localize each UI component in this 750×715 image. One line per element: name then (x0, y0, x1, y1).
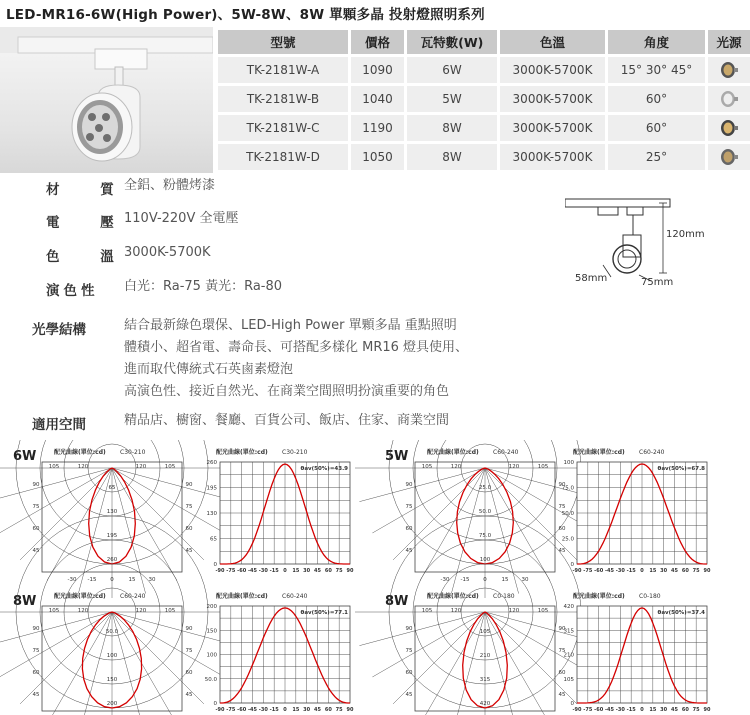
cart-title: 配光曲線(單位:cd) (216, 449, 268, 456)
polar-angle-label: 75 (558, 504, 566, 510)
cart-ytick: 260 (206, 460, 217, 466)
cart-theta-label: θav(50%)=77.1 (300, 610, 348, 616)
polar-angle-label: 45 (558, 692, 566, 698)
cart-xtick: 60 (681, 707, 689, 713)
polar-angle-label: 75 (405, 648, 413, 654)
cart-xtick: -75 (583, 568, 593, 574)
polar-angle-label: 105 (537, 608, 549, 614)
polar-angle-label: 120 (450, 464, 462, 470)
polar-ring-label: 150 (106, 677, 118, 683)
col-price: 價格 (348, 30, 404, 54)
polar-code: C30-210 (120, 449, 146, 456)
cart-xtick: -30 (258, 707, 268, 713)
polar-angle-label: 60 (185, 526, 193, 532)
polar-angle-label: 60 (405, 670, 413, 676)
cart-ytick: 0 (570, 701, 574, 707)
led-lamp-icon (719, 61, 739, 79)
polar-angle-label: 105 (48, 608, 60, 614)
polar-ring-label: 195 (106, 533, 118, 539)
cart-ytick: 100 (206, 652, 217, 659)
cart-xtick: -45 (247, 707, 258, 713)
table-row (218, 144, 750, 170)
cart-xtick: -15 (269, 707, 279, 713)
polar-angle-label: 75 (32, 648, 40, 654)
cart-xtick: 60 (324, 568, 332, 574)
polar-angle-label: 45 (185, 548, 193, 554)
cart-xtick: 0 (283, 568, 287, 574)
polar-ring-label: 50.0 (105, 629, 119, 635)
polar-ring-label: 105 (479, 629, 491, 635)
cart-ytick: 200 (206, 604, 217, 610)
polar-angle-label: 45 (405, 548, 413, 554)
cart-xtick: -30 (615, 568, 625, 574)
table-row (218, 57, 750, 83)
polar-angle-label: -30 (67, 577, 77, 583)
polar-angle-label: 60 (558, 670, 566, 676)
cart-ytick: 195 (206, 485, 217, 492)
cell-cct: 3000K-5700K (497, 86, 605, 112)
cart-xtick: -15 (269, 568, 279, 574)
led-lamp-icon (719, 90, 739, 108)
polar-angle-label: -15 (460, 577, 470, 583)
polar-angle-label: 90 (185, 626, 193, 632)
cell-source (705, 86, 750, 112)
cell-price: 1040 (348, 86, 404, 112)
cart-xtick: 90 (346, 568, 354, 574)
cart-xtick: 45 (671, 707, 678, 713)
cell-cct: 3000K-5700K (497, 144, 605, 170)
polar-angle-label: 105 (421, 608, 433, 614)
polar-angle-label: -30 (440, 577, 450, 583)
polar-angle-label: 45 (405, 692, 413, 698)
cart-xtick: 30 (660, 707, 668, 713)
cart-ytick: 65 (210, 536, 217, 543)
polar-code: C60-240 (120, 593, 146, 600)
cell-angle: 60° (605, 86, 705, 112)
cart-xtick: -15 (626, 707, 636, 713)
curve-8w-label: 8W (13, 594, 37, 609)
cart-xtick: -45 (604, 707, 615, 713)
cart-xtick: 75 (692, 568, 700, 574)
cart-ytick: 50.0 (204, 676, 217, 683)
polar-angle-label: 120 (77, 608, 89, 614)
polar-angle-label: 105 (164, 464, 176, 470)
polar-angle-label: 15 (128, 577, 136, 583)
cart-xtick: 30 (303, 568, 311, 574)
cart-ytick: 315 (563, 628, 574, 635)
polar-angle-label: 75 (185, 504, 193, 510)
polar-angle-label: 90 (405, 482, 413, 488)
dim-width-label: 75mm (641, 277, 674, 288)
polar-angle-label: 105 (537, 464, 549, 470)
cart-ytick: 105 (563, 676, 574, 683)
cart-xtick: -90 (215, 707, 225, 713)
cart-xtick: 75 (692, 707, 700, 713)
cart-xtick: -90 (215, 568, 225, 574)
cart-ytick: 0 (213, 701, 217, 707)
polar-angle-label: 105 (164, 608, 176, 614)
dimension-drawing (565, 195, 715, 295)
cart-xtick: 30 (303, 707, 311, 713)
cart-xtick: 45 (314, 707, 321, 713)
cart-xtick: 0 (283, 707, 287, 713)
cart-theta-label: θav(50%)=67.8 (657, 466, 705, 472)
cart-xtick: 0 (640, 707, 644, 713)
cart-xtick: 45 (314, 568, 321, 574)
polar-angle-label: 0 (483, 577, 487, 583)
cart-code: C60-240 (282, 593, 308, 600)
polar-angle-label: 90 (32, 626, 40, 632)
polar-ring-label: 420 (479, 701, 491, 707)
polar-angle-label: 90 (558, 482, 566, 488)
cart-ytick: 50.0 (561, 511, 574, 517)
polar-angle-label: 60 (185, 670, 193, 676)
cell-watt: 6W (404, 57, 497, 83)
cell-model: TK-2181W-C (218, 115, 348, 141)
cart-xtick: -75 (226, 707, 236, 713)
cart-xtick: 15 (292, 568, 300, 574)
cart-xtick: 0 (640, 568, 644, 574)
page-title: LED-MR16-6W(High Power)、5W-8W、8W 單顆多晶 投射燈照明系列 (6, 7, 485, 23)
cell-price: 1190 (348, 115, 404, 141)
col-angle: 角度 (605, 30, 705, 54)
polar-angle-label: 0 (110, 577, 114, 583)
cart-xtick: 60 (324, 707, 332, 713)
polar-angle-label: 45 (32, 548, 40, 554)
cart-xtick: 30 (660, 568, 668, 574)
polar-ring-label: 200 (106, 701, 118, 707)
cell-model: TK-2181W-A (218, 57, 348, 83)
track-light-image (0, 27, 213, 173)
polar-ring-label: 260 (106, 557, 118, 563)
polar-code: C0-180 (493, 593, 515, 600)
cart-title: 配光曲線(單位:cd) (216, 593, 268, 600)
polar-angle-label: 120 (135, 464, 147, 470)
cart-theta-label: θav(50%)=37.4 (657, 610, 705, 616)
cell-angle: 60° (605, 115, 705, 141)
polar-angle-label: 120 (508, 464, 520, 470)
polar-ring-label: 25.0 (478, 485, 492, 491)
polar-ring-label: 65 (108, 485, 116, 491)
polar-ring-label: 315 (479, 677, 491, 683)
cart-ytick: 420 (563, 604, 574, 610)
polar-code: C60-240 (493, 449, 519, 456)
cell-watt: 5W (404, 86, 497, 112)
curve-8w-b-label: 8W (385, 594, 409, 609)
cart-ytick: 100 (563, 460, 574, 466)
polar-angle-label: 90 (185, 482, 193, 488)
cart-xtick: 15 (649, 707, 657, 713)
cart-xtick: -60 (594, 568, 604, 574)
cart-xtick: 90 (346, 707, 354, 713)
cart-xtick: -60 (594, 707, 604, 713)
polar-angle-label: 105 (421, 464, 433, 470)
cart-xtick: 15 (292, 707, 300, 713)
curve-5w-label: 5W (385, 449, 409, 464)
polar-angle-label: 45 (32, 692, 40, 698)
cart-code: C30-210 (282, 449, 308, 456)
polar-ring-label: 50.0 (478, 509, 492, 515)
cart-xtick: -30 (615, 707, 625, 713)
cart-xtick: 60 (681, 568, 689, 574)
cart-xtick: -60 (237, 707, 247, 713)
polar-title: 配光曲線(單位:cd) (427, 593, 479, 600)
photometric-curves (0, 440, 750, 715)
polar-angle-label: 15 (501, 577, 509, 583)
cart-ytick: 210 (563, 652, 574, 659)
led-lamp-icon (719, 148, 739, 166)
polar-angle-label: 75 (185, 648, 193, 654)
polar-angle-label: 120 (77, 464, 89, 470)
cart-ytick: 150 (206, 628, 217, 635)
polar-angle-label: 75 (405, 504, 413, 510)
spec-table (218, 27, 750, 173)
cart-xtick: 45 (671, 568, 678, 574)
cart-xtick: 90 (703, 707, 711, 713)
cell-price: 1050 (348, 144, 404, 170)
polar-angle-label: 60 (32, 670, 40, 676)
cart-xtick: 75 (335, 568, 343, 574)
cart-ytick: 0 (570, 562, 574, 568)
cell-price: 1090 (348, 57, 404, 83)
polar-angle-label: 90 (558, 626, 566, 632)
polar-angle-label: 45 (185, 692, 193, 698)
polar-angle-label: 75 (32, 504, 40, 510)
spec-table-header (218, 30, 750, 54)
cart-xtick: -60 (237, 568, 247, 574)
cart-theta-label: θav(50%)=43.9 (300, 466, 348, 472)
cart-xtick: 15 (649, 568, 657, 574)
polar-ring-label: 100 (106, 653, 118, 659)
table-row (218, 115, 750, 141)
cell-cct: 3000K-5700K (497, 115, 605, 141)
polar-ring-label: 75.0 (478, 533, 492, 539)
cell-source (705, 115, 750, 141)
polar-ring-label: 100 (479, 557, 491, 563)
cart-title: 配光曲線(單位:cd) (573, 449, 625, 456)
polar-angle-label: 105 (48, 464, 60, 470)
cell-angle: 15° 30° 45° (605, 57, 705, 83)
cell-angle: 25° (605, 144, 705, 170)
polar-angle-label: 60 (32, 526, 40, 532)
polar-title: 配光曲線(單位:cd) (427, 449, 479, 456)
cart-xtick: -15 (626, 568, 636, 574)
col-cct: 色溫 (497, 30, 605, 54)
cart-ytick: 0 (213, 562, 217, 568)
cart-ytick: 130 (206, 511, 217, 517)
polar-angle-label: 90 (405, 626, 413, 632)
polar-angle-label: -15 (87, 577, 97, 583)
cart-xtick: -75 (583, 707, 593, 713)
col-model: 型號 (218, 30, 348, 54)
polar-angle-label: 120 (508, 608, 520, 614)
polar-ring-label: 210 (479, 653, 491, 659)
cart-code: C60-240 (639, 449, 665, 456)
cell-source (705, 57, 750, 83)
cart-xtick: -90 (572, 707, 582, 713)
polar-angle-label: 45 (558, 548, 566, 554)
polar-angle-label: 90 (32, 482, 40, 488)
cart-xtick: 75 (335, 707, 343, 713)
led-lamp-icon (719, 119, 739, 137)
polar-angle-label: 75 (558, 648, 566, 654)
cell-model: TK-2181W-B (218, 86, 348, 112)
cell-cct: 3000K-5700K (497, 57, 605, 83)
cell-watt: 8W (404, 115, 497, 141)
cart-xtick: -90 (572, 568, 582, 574)
cart-ytick: 75.0 (561, 485, 574, 492)
polar-angle-label: 60 (558, 526, 566, 532)
table-row (218, 86, 750, 112)
polar-angle-label: 30 (148, 577, 156, 583)
polar-angle-label: 30 (521, 577, 529, 583)
col-source: 光源 (705, 30, 750, 54)
cart-xtick: 90 (703, 568, 711, 574)
cart-ytick: 25.0 (561, 536, 574, 543)
dim-height-label: 120mm (666, 229, 705, 240)
cell-model: TK-2181W-D (218, 144, 348, 170)
polar-ring-label: 130 (106, 509, 118, 515)
curve-6w-label: 6W (13, 449, 37, 464)
cart-code: C0-180 (639, 593, 661, 600)
cell-source (705, 144, 750, 170)
cart-xtick: -45 (247, 568, 258, 574)
polar-angle-label: 120 (135, 608, 147, 614)
cart-xtick: -30 (258, 568, 268, 574)
polar-title: 配光曲線(單位:cd) (54, 449, 106, 456)
cart-title: 配光曲線(單位:cd) (573, 593, 625, 600)
cell-watt: 8W (404, 144, 497, 170)
col-watt: 瓦特數(W) (404, 30, 497, 54)
polar-title: 配光曲線(單位:cd) (54, 593, 106, 600)
polar-angle-label: 120 (450, 608, 462, 614)
cart-xtick: -75 (226, 568, 236, 574)
product-photo (0, 27, 213, 173)
polar-angle-label: 60 (405, 526, 413, 532)
cart-xtick: -45 (604, 568, 615, 574)
dim-depth-label: 58mm (575, 273, 608, 284)
